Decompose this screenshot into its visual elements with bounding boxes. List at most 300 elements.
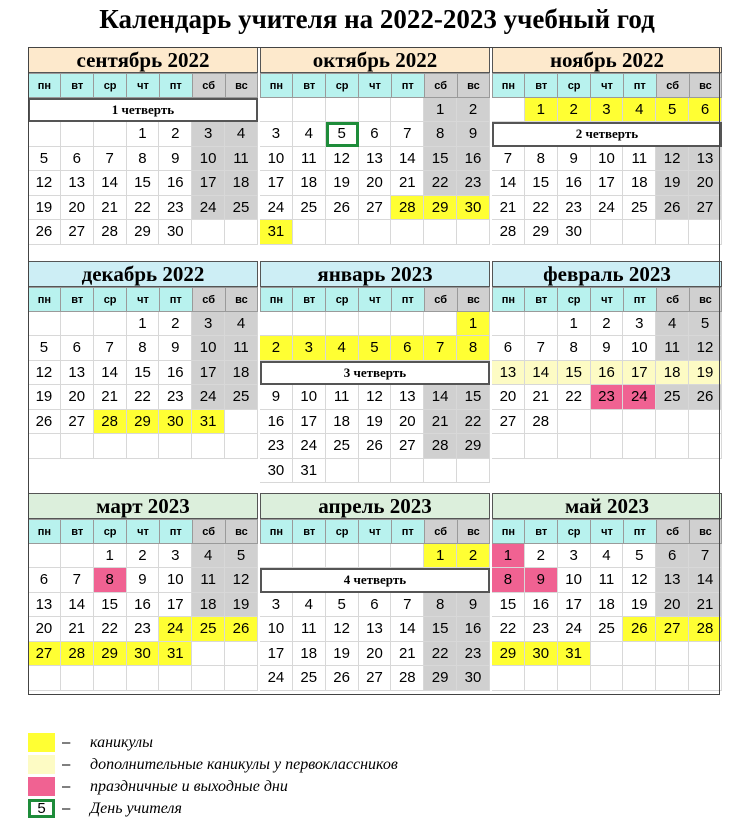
- weekday-header: чт: [590, 287, 624, 313]
- day-cell: 25: [326, 434, 359, 459]
- weekday-header: вс: [689, 73, 723, 99]
- weekday-header: ср: [557, 287, 591, 313]
- day-cell: 30: [558, 220, 591, 245]
- day-cell: 2: [127, 544, 160, 569]
- day-cell: 25: [591, 617, 624, 642]
- empty-day-cell: [359, 544, 392, 569]
- day-cell: 25: [656, 385, 689, 410]
- day-cell: 7: [689, 544, 722, 569]
- day-cell: 11: [326, 385, 359, 410]
- weekday-header: пт: [391, 73, 425, 99]
- weekday-header: вт: [60, 287, 94, 313]
- weekday-header: пт: [391, 287, 425, 313]
- quarter-label: 2 четверть: [492, 122, 722, 147]
- day-cell: 15: [127, 361, 160, 386]
- day-cell: 18: [293, 171, 326, 196]
- day-cell: 29: [424, 666, 457, 691]
- day-cell: 5: [326, 593, 359, 618]
- month-3: [492, 47, 722, 277]
- day-cell: 28: [94, 410, 127, 435]
- day-cell: 1: [525, 98, 558, 123]
- day-cell: 12: [326, 617, 359, 642]
- day-cell: 9: [591, 336, 624, 361]
- empty-day-cell: [28, 312, 61, 337]
- empty-day-cell: [591, 666, 624, 691]
- day-cell: 16: [127, 593, 160, 618]
- day-cell: 19: [359, 410, 392, 435]
- empty-day-cell: [159, 434, 192, 459]
- day-cell: 22: [492, 617, 525, 642]
- day-cell: 17: [293, 410, 326, 435]
- empty-day-cell: [492, 666, 525, 691]
- weekday-header: пн: [260, 287, 294, 313]
- day-cell: 11: [225, 336, 258, 361]
- weekday-header: вс: [225, 287, 259, 313]
- empty-day-cell: [28, 544, 61, 569]
- empty-day-cell: [61, 434, 94, 459]
- day-cell: 24: [192, 385, 225, 410]
- day-cell: 6: [656, 544, 689, 569]
- day-cell: 29: [127, 410, 160, 435]
- day-cell: 18: [225, 361, 258, 386]
- day-cell: 28: [391, 196, 424, 221]
- empty-day-cell: [424, 312, 457, 337]
- empty-day-cell: [656, 434, 689, 459]
- day-cell: 20: [359, 642, 392, 667]
- weekday-header: чт: [358, 73, 392, 99]
- legend-teacher-day-label: День учителя: [90, 800, 182, 817]
- teacher-day-swatch: 5: [28, 799, 55, 818]
- day-cell: 16: [159, 171, 192, 196]
- empty-day-cell: [623, 642, 656, 667]
- weekday-header: вс: [225, 73, 259, 99]
- weekday-header: ср: [325, 73, 359, 99]
- empty-day-cell: [424, 459, 457, 484]
- quarter-label: 4 четверть: [260, 568, 490, 593]
- day-cell: 29: [94, 642, 127, 667]
- day-cell: 22: [424, 171, 457, 196]
- day-cell: 19: [623, 593, 656, 618]
- day-cell: 5: [359, 336, 392, 361]
- weekday-header: ср: [93, 519, 127, 545]
- day-cell: 1: [424, 98, 457, 123]
- day-cell: 26: [225, 617, 258, 642]
- day-cell: 26: [326, 666, 359, 691]
- month-title: март 2023: [28, 493, 258, 519]
- day-cell: 27: [689, 196, 722, 221]
- empty-day-cell: [525, 434, 558, 459]
- day-cell: 12: [225, 568, 258, 593]
- day-cell: 21: [492, 196, 525, 221]
- empty-day-cell: [558, 434, 591, 459]
- day-cell: 17: [192, 171, 225, 196]
- empty-day-cell: [359, 220, 392, 245]
- month-days-grid: [492, 287, 722, 459]
- day-cell: 4: [326, 336, 359, 361]
- empty-day-cell: [192, 642, 225, 667]
- day-cell: 4: [225, 122, 258, 147]
- day-cell: 13: [492, 361, 525, 386]
- weekday-header: вт: [292, 73, 326, 99]
- legend-dash: –: [62, 800, 71, 817]
- day-cell: 21: [391, 642, 424, 667]
- day-cell: 5: [28, 336, 61, 361]
- day-cell: 20: [61, 196, 94, 221]
- day-cell: 13: [689, 147, 722, 172]
- day-cell: 2: [159, 122, 192, 147]
- empty-day-cell: [127, 666, 160, 691]
- day-cell: 31: [159, 642, 192, 667]
- day-cell: 26: [359, 434, 392, 459]
- day-cell: 30: [457, 666, 490, 691]
- day-cell: 31: [260, 220, 293, 245]
- day-cell: 17: [591, 171, 624, 196]
- day-cell: 22: [525, 196, 558, 221]
- empty-day-cell: [192, 434, 225, 459]
- day-cell: 10: [159, 568, 192, 593]
- weekday-header: пн: [28, 73, 62, 99]
- day-cell: 18: [192, 593, 225, 618]
- weekday-header: ср: [93, 73, 127, 99]
- empty-day-cell: [656, 410, 689, 435]
- day-cell: 19: [689, 361, 722, 386]
- day-cell: 17: [192, 361, 225, 386]
- empty-day-cell: [225, 434, 258, 459]
- empty-day-cell: [558, 666, 591, 691]
- weekday-header: сб: [424, 73, 458, 99]
- day-cell: 3: [192, 312, 225, 337]
- day-cell: 2: [457, 544, 490, 569]
- empty-day-cell: [591, 434, 624, 459]
- day-cell: 3: [260, 593, 293, 618]
- empty-day-cell: [326, 312, 359, 337]
- day-cell: 9: [260, 385, 293, 410]
- day-cell: 8: [492, 568, 525, 593]
- day-cell: 9: [159, 336, 192, 361]
- day-cell: 19: [326, 171, 359, 196]
- weekday-header: пт: [159, 73, 193, 99]
- empty-day-cell: [525, 666, 558, 691]
- empty-day-cell: [293, 98, 326, 123]
- day-cell: 18: [591, 593, 624, 618]
- day-cell: 30: [457, 196, 490, 221]
- day-cell: 8: [94, 568, 127, 593]
- day-cell: 12: [359, 385, 392, 410]
- day-cell: 9: [457, 122, 490, 147]
- day-cell: 16: [457, 617, 490, 642]
- weekday-header: сб: [656, 73, 690, 99]
- day-cell: 1: [558, 312, 591, 337]
- empty-day-cell: [591, 410, 624, 435]
- day-cell: 22: [457, 410, 490, 435]
- weekday-header: вс: [225, 519, 259, 545]
- empty-day-cell: [61, 312, 94, 337]
- day-cell: 16: [260, 410, 293, 435]
- day-cell: 10: [558, 568, 591, 593]
- day-cell: 12: [28, 361, 61, 386]
- day-cell: 2: [591, 312, 624, 337]
- holiday-swatch: [28, 777, 55, 796]
- day-cell: 11: [591, 568, 624, 593]
- day-cell: 14: [492, 171, 525, 196]
- day-cell: 2: [525, 544, 558, 569]
- day-cell: 28: [689, 617, 722, 642]
- empty-day-cell: [293, 312, 326, 337]
- vacation-swatch: [28, 733, 55, 752]
- day-cell: 3: [623, 312, 656, 337]
- day-cell: 14: [94, 171, 127, 196]
- day-cell: 24: [623, 385, 656, 410]
- legend-dash: –: [62, 756, 71, 773]
- empty-day-cell: [623, 434, 656, 459]
- empty-day-cell: [656, 642, 689, 667]
- day-cell: 8: [127, 336, 160, 361]
- weekday-header: пн: [492, 519, 526, 545]
- month-title: апрель 2023: [260, 493, 490, 519]
- day-cell: 26: [28, 410, 61, 435]
- day-cell: 7: [492, 147, 525, 172]
- day-cell: 27: [28, 642, 61, 667]
- empty-day-cell: [225, 642, 258, 667]
- day-cell: 30: [260, 459, 293, 484]
- day-cell: 28: [492, 220, 525, 245]
- month-4: [28, 261, 258, 491]
- empty-day-cell: [424, 220, 457, 245]
- empty-day-cell: [192, 666, 225, 691]
- day-cell: 16: [591, 361, 624, 386]
- day-cell: 29: [525, 220, 558, 245]
- day-cell: 9: [127, 568, 160, 593]
- weekday-header: вт: [60, 73, 94, 99]
- empty-day-cell: [94, 666, 127, 691]
- day-cell: 26: [689, 385, 722, 410]
- day-cell: 16: [159, 361, 192, 386]
- day-cell: 14: [689, 568, 722, 593]
- day-cell: 18: [326, 410, 359, 435]
- day-cell: 7: [525, 336, 558, 361]
- day-cell: 5: [28, 147, 61, 172]
- page-title: Календарь учителя на 2022-2023 учебный год: [99, 4, 655, 34]
- day-cell: 14: [391, 147, 424, 172]
- weekday-header: пт: [159, 287, 193, 313]
- day-cell: 29: [424, 196, 457, 221]
- empty-day-cell: [656, 220, 689, 245]
- day-cell: 27: [359, 196, 392, 221]
- month-title: февраль 2023: [492, 261, 722, 287]
- empty-day-cell: [591, 220, 624, 245]
- day-cell: 21: [61, 617, 94, 642]
- day-cell: 21: [525, 385, 558, 410]
- day-cell: 24: [159, 617, 192, 642]
- empty-day-cell: [391, 98, 424, 123]
- day-cell: 18: [225, 171, 258, 196]
- day-cell: 31: [192, 410, 225, 435]
- month-days-grid: [28, 287, 258, 459]
- day-cell: 23: [525, 617, 558, 642]
- empty-day-cell: [260, 544, 293, 569]
- day-cell: 24: [591, 196, 624, 221]
- day-cell: 15: [457, 385, 490, 410]
- day-cell: 10: [293, 385, 326, 410]
- day-cell: 13: [28, 593, 61, 618]
- day-cell: 3: [293, 336, 326, 361]
- month-6: [492, 261, 722, 491]
- day-cell: 14: [424, 385, 457, 410]
- month-title: ноябрь 2022: [492, 47, 722, 73]
- empty-day-cell: [689, 434, 722, 459]
- empty-day-cell: [492, 98, 525, 123]
- day-cell: 7: [391, 122, 424, 147]
- day-cell: 3: [558, 544, 591, 569]
- day-cell: 13: [656, 568, 689, 593]
- day-cell: 12: [689, 336, 722, 361]
- weekday-header: чт: [590, 73, 624, 99]
- empty-day-cell: [159, 666, 192, 691]
- empty-day-cell: [457, 220, 490, 245]
- weekday-header: чт: [358, 519, 392, 545]
- empty-day-cell: [656, 666, 689, 691]
- day-cell: 27: [61, 220, 94, 245]
- day-cell: 2: [260, 336, 293, 361]
- month-days-grid: [28, 73, 258, 245]
- day-cell: 28: [61, 642, 94, 667]
- day-cell: 4: [225, 312, 258, 337]
- month-2: [260, 47, 490, 277]
- month-days-grid: [260, 73, 490, 245]
- day-cell: 4: [591, 544, 624, 569]
- weekday-header: вт: [524, 519, 558, 545]
- day-cell: 24: [293, 434, 326, 459]
- empty-day-cell: [359, 459, 392, 484]
- day-cell: 22: [127, 196, 160, 221]
- day-cell: 10: [192, 147, 225, 172]
- day-cell: 23: [591, 385, 624, 410]
- day-cell: 20: [28, 617, 61, 642]
- empty-day-cell: [689, 410, 722, 435]
- weekday-header: вс: [457, 287, 491, 313]
- day-cell: 25: [192, 617, 225, 642]
- day-cell: 16: [558, 171, 591, 196]
- day-cell: 23: [127, 617, 160, 642]
- day-cell: 10: [192, 336, 225, 361]
- day-cell: 6: [28, 568, 61, 593]
- day-cell: 25: [293, 666, 326, 691]
- weekday-header: пн: [260, 519, 294, 545]
- day-cell: 13: [359, 147, 392, 172]
- weekday-header: вт: [524, 73, 558, 99]
- day-cell: 23: [457, 642, 490, 667]
- day-cell: 23: [260, 434, 293, 459]
- empty-day-cell: [192, 220, 225, 245]
- empty-day-cell: [391, 220, 424, 245]
- day-cell: 24: [558, 617, 591, 642]
- weekday-header: вс: [457, 73, 491, 99]
- day-cell: 9: [159, 147, 192, 172]
- day-cell: 4: [623, 98, 656, 123]
- legend-dash: –: [62, 734, 71, 751]
- weekday-header: ср: [325, 519, 359, 545]
- day-cell: 18: [656, 361, 689, 386]
- day-cell: 11: [656, 336, 689, 361]
- weekday-header: пт: [623, 519, 657, 545]
- empty-day-cell: [359, 98, 392, 123]
- empty-day-cell: [689, 220, 722, 245]
- month-title: декабрь 2022: [28, 261, 258, 287]
- day-cell: 30: [525, 642, 558, 667]
- weekday-header: пн: [492, 73, 526, 99]
- day-cell: 15: [424, 147, 457, 172]
- day-cell: 12: [623, 568, 656, 593]
- day-cell: 19: [326, 642, 359, 667]
- day-cell: 1: [127, 122, 160, 147]
- day-cell: 21: [689, 593, 722, 618]
- day-cell: 22: [94, 617, 127, 642]
- day-cell: 27: [61, 410, 94, 435]
- day-cell: 17: [260, 171, 293, 196]
- weekday-header: вс: [689, 287, 723, 313]
- day-cell: 10: [623, 336, 656, 361]
- weekday-header: чт: [358, 287, 392, 313]
- empty-day-cell: [127, 434, 160, 459]
- empty-day-cell: [591, 642, 624, 667]
- day-cell: 1: [457, 312, 490, 337]
- day-cell: 5: [623, 544, 656, 569]
- month-9: [492, 493, 722, 723]
- day-cell: 27: [391, 434, 424, 459]
- day-cell: 26: [656, 196, 689, 221]
- day-cell: 11: [225, 147, 258, 172]
- day-cell: 14: [61, 593, 94, 618]
- day-cell: 8: [558, 336, 591, 361]
- day-cell: 20: [689, 171, 722, 196]
- day-cell: 31: [558, 642, 591, 667]
- quarter-label: 1 четверть: [28, 98, 258, 123]
- month-5: [260, 261, 490, 491]
- day-cell: 8: [525, 147, 558, 172]
- day-cell: 26: [623, 617, 656, 642]
- empty-day-cell: [558, 410, 591, 435]
- day-cell: 10: [591, 147, 624, 172]
- day-cell: 2: [159, 312, 192, 337]
- month-8: [260, 493, 490, 723]
- day-cell: 15: [558, 361, 591, 386]
- weekday-header: сб: [192, 519, 226, 545]
- day-cell: 6: [359, 593, 392, 618]
- day-cell: 1: [492, 544, 525, 569]
- month-days-grid: [260, 287, 490, 483]
- day-cell: 7: [94, 336, 127, 361]
- day-cell: 26: [326, 196, 359, 221]
- day-cell: 23: [457, 171, 490, 196]
- month-days-grid: [492, 519, 722, 691]
- extra-vacation-swatch: [28, 755, 55, 774]
- quarter-label: 3 четверть: [260, 361, 490, 386]
- day-cell: 11: [293, 617, 326, 642]
- empty-day-cell: [623, 220, 656, 245]
- day-cell: 18: [293, 642, 326, 667]
- day-cell: 5: [689, 312, 722, 337]
- day-cell: 29: [457, 434, 490, 459]
- day-cell: 10: [260, 147, 293, 172]
- day-cell: 23: [558, 196, 591, 221]
- day-cell: 10: [260, 617, 293, 642]
- day-cell: 23: [159, 196, 192, 221]
- day-cell: 9: [525, 568, 558, 593]
- weekday-header: вт: [292, 287, 326, 313]
- empty-day-cell: [225, 220, 258, 245]
- day-cell: 24: [260, 196, 293, 221]
- weekday-header: ср: [93, 287, 127, 313]
